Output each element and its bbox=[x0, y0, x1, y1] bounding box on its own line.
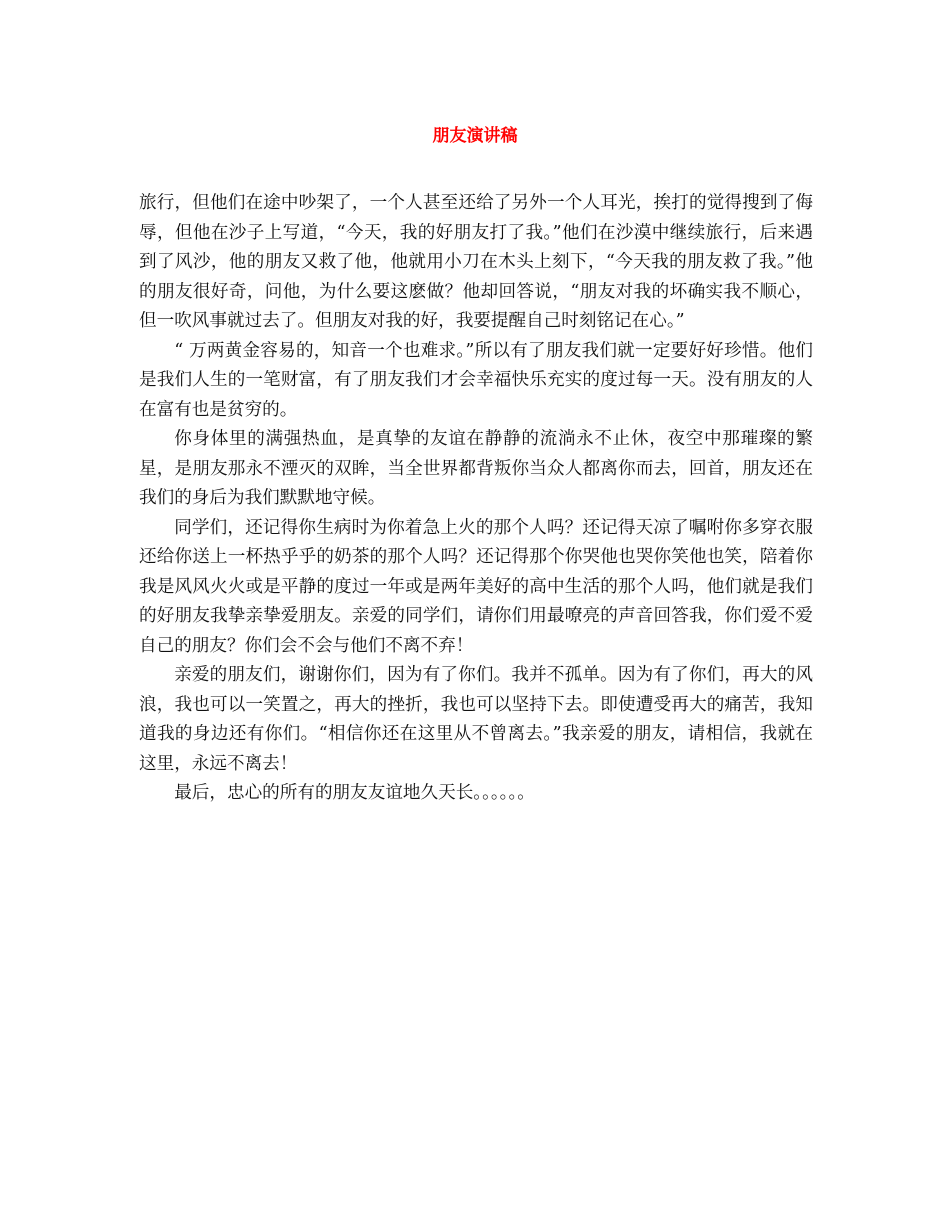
paragraph-6: 最后，忠心的所有的朋友友谊地久天长。。。。。。 bbox=[174, 783, 535, 803]
paragraph-1: 旅行，但他们在途中吵架了，一个人甚至还给了另外一个人耳光，挨打的觉得搜到了侮辱，但他在沙子上写道，“今天，我的好朋友打了我。”他们在沙漠中继续旅行，后来遇到了风沙，他的朋友又救了他，他就用小刀在木头上刻下，“今天我的朋友救了我。”他的朋友很好奇，问他，为什么要这麽做？他却回答说，“朋友对我的坏确实我不顺心，但一吹风事就过去了。但朋友对我的好，我要提醒自己时刻铭记在心。” bbox=[139, 193, 813, 331]
paragraph-2: “ 万两黄金容易的，知音一个也难求。”所以有了朋友我们就一定要好好珍惜。他们是我们人生的一笔财富，有了朋友我们才会幸福快乐充实的度过每一天。没有朋友的人在富有也是贫穷的。 bbox=[139, 340, 813, 420]
document-body bbox=[139, 189, 813, 809]
paragraph-4: 同学们，还记得你生病时为你着急上火的那个人吗？还记得天凉了嘱咐你多穿衣服还给你送上一杯热乎乎的奶茶的那个人吗？还记得那个你哭他也哭你笑他也笑，陪着你我是风风火火或是平静的度过一年或是两年美好的高中生活的那个人吗，他们就是我们的好朋友我挚亲挚爱朋友。亲爱的同学们，请你们用最嘹亮的声音回答我，你们爱不爱自己的朋友？你们会不会与他们不离不弃！ bbox=[139, 517, 813, 656]
paragraph-3: 你身体里的满强热血，是真挚的友谊在静静的流淌永不止休，夜空中那璀璨的繁星，是朋友那永不湮灭的双眸，当全世界都背叛你当众人都离你而去，回首，朋友还在我们的身后为我们默默地守候。 bbox=[139, 429, 813, 508]
paragraph-5: 亲爱的朋友们，谢谢你们，因为有了你们。我并不孤单。因为有了你们，再大的风浪，我也可以一笑置之，再大的挫折，我也可以坚持下去。即使遭受再大的痛苦，我知道我的身边还有你们。“相信你还在这里从不曾离去。”我亲爱的朋友，请相信，我就在这里，永远不离去！ bbox=[139, 665, 813, 774]
document-title: 朋友演讲稿 bbox=[432, 126, 518, 146]
